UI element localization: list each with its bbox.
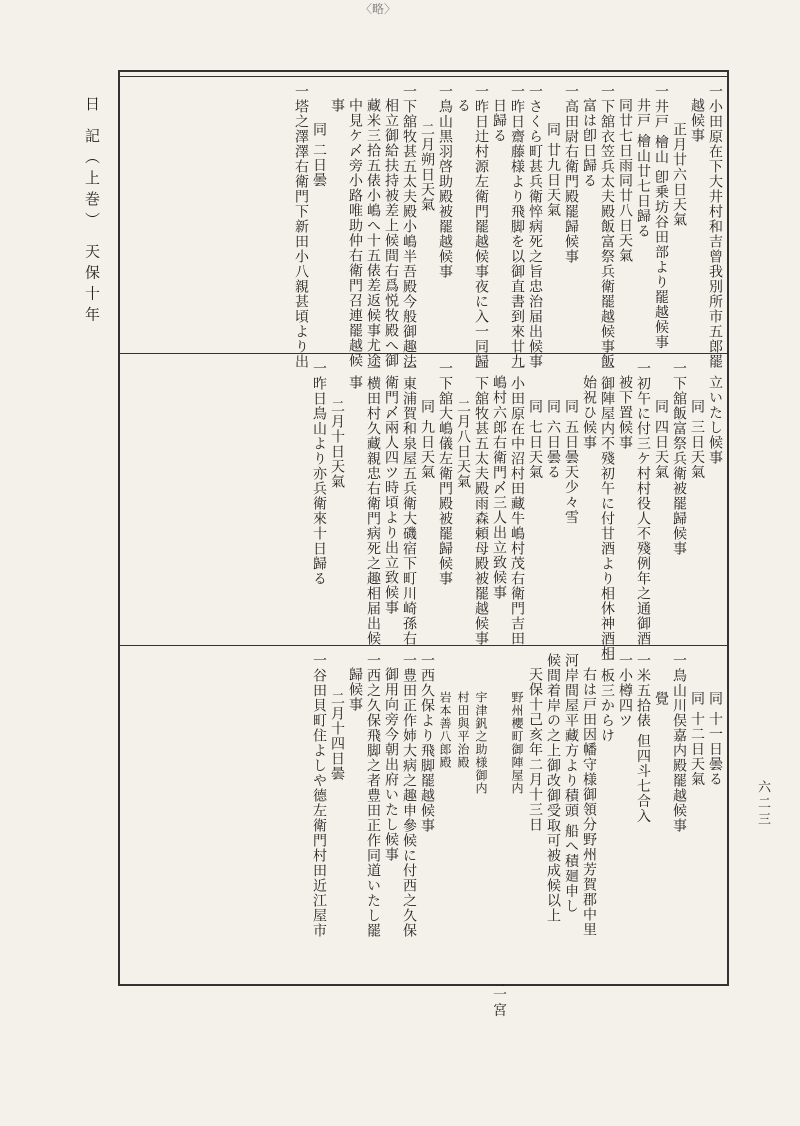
date-line: 同 七日天氣	[527, 399, 543, 480]
text-column: 一鳥山川俣嘉内殿罷越候事	[671, 653, 687, 833]
text-column: 一板三からけ	[599, 653, 615, 743]
date-line: 二月十四日曇	[329, 691, 345, 781]
text-column: 一米五拾俵 但四斗七合入	[635, 653, 651, 824]
text-column: 一鳥山黒羽啓助殿被罷越候事	[437, 84, 453, 279]
addressee-line: 岩本善八郎殿	[438, 691, 452, 769]
text-band-1	[118, 80, 729, 369]
date-line: 同廿七日雨同廿八日天氣	[617, 98, 633, 263]
text-column: 富は卽日歸る	[581, 98, 597, 188]
text-column: 一下舘飯富祭兵衛被罷歸候事	[671, 361, 687, 556]
text-column: 一西久保より飛脚罷越候事	[419, 653, 435, 833]
text-column: 一下舘大嶋儀左衛門殿被罷歸候事	[437, 361, 453, 586]
text-column: 一昨日鳥山より亦兵衛來十日歸る	[311, 361, 327, 586]
text-column: 立いたし候事	[707, 375, 723, 465]
date-line: 同 二日曇	[311, 122, 327, 188]
text-column: 一塔之澤澤右衛門下新田小八親甚頃より出	[293, 84, 309, 369]
date-line: 同 十二日天氣	[689, 691, 705, 787]
date-line: 同 六日曇る	[545, 399, 561, 480]
header-fragment: 〈略〉	[360, 2, 397, 16]
date-line: 同 十一日曇る	[707, 691, 723, 787]
text-column: 候間着岸の之上御改御受取可被成候以上	[545, 653, 561, 923]
text-column: 藏米三拾五俵小嶋へ十五俵差返候事尤途	[365, 98, 381, 368]
text-column: 井戸 檜山廿七日歸る	[635, 98, 651, 239]
text-column: 一さくら町甚兵衛悴病死之旨忠治届出候事	[527, 84, 543, 369]
text-band-2	[118, 357, 729, 661]
signature-line: 二 宮	[491, 981, 507, 1017]
text-column: 覺	[653, 691, 669, 706]
text-column: 一小樽四ツ	[617, 653, 633, 728]
date-line: 二月朔日天氣	[419, 122, 435, 212]
text-column: 衛門〆兩人四ツ時頃より出立致候事	[383, 375, 399, 615]
text-column: 始祝ひ候事	[581, 375, 597, 450]
text-column: 一昨日齋藤様より飛脚を以御直書到來廿九	[509, 84, 525, 369]
text-column: 越候事	[689, 98, 705, 143]
text-column: 一下舘牧甚五太夫殿小嶋半吾殿今般御趣法	[401, 84, 417, 369]
text-column: 歸候事	[347, 667, 363, 712]
date-line: 二月八日天氣	[455, 399, 471, 489]
text-column: 一高田尉右衛門殿罷歸候事	[563, 84, 579, 264]
text-column: 一東浦賀和泉屋五兵衛大磯宿下町川崎孫右	[401, 361, 417, 646]
text-column: 一豊田正作姉大病之趣申參候に付西之久保	[401, 653, 417, 938]
text-column: 事	[329, 98, 345, 113]
date-line: 同 五日曇天少々雪	[563, 399, 579, 525]
text-column: 一横田村久藏親忠右衛門病死之趣相届出候	[365, 361, 381, 646]
text-column: 事	[347, 375, 363, 390]
text-column: 御用向旁今朝出府いたし候事	[383, 667, 399, 862]
date-line: 天保十己亥年二月十三日	[527, 667, 543, 832]
text-column: 一井戸 檜山 卽乗坊谷田部より罷越候事	[653, 84, 669, 350]
text-column: 一下舘衣笠兵太夫殿飯富祭兵衛罷越候事飯	[599, 84, 615, 369]
date-line: 同 四日天氣	[653, 399, 669, 480]
addressee-line: 村田與平治殿	[456, 691, 470, 769]
page-number: 六二三	[755, 780, 770, 828]
text-column: 相立御給扶持被差上候間右爲悦牧殿へ御	[383, 98, 399, 368]
date-line: 二月十日天氣	[329, 399, 345, 489]
text-column: 一昨日辻村源左衛門罷越候事夜に入一同歸	[473, 84, 489, 369]
frame-inner-rule	[118, 76, 729, 77]
date-line: 正月廿六日天氣	[671, 122, 687, 227]
running-head: 日 記（上巻） 天保十年	[83, 96, 101, 328]
signature-line: 野州櫻町御陣屋内	[510, 691, 524, 795]
text-column: 一小田原在下大井村和吉曾我別所市五郎罷	[707, 84, 723, 369]
text-column: 被下置候事	[617, 375, 633, 450]
text-column: 一小田原在中沼村田藏牛嶋村茂右衛門吉田	[509, 361, 525, 646]
text-column: 一御陣屋内不殘初午に付甘酒より相休神酒相	[599, 361, 615, 661]
text-column: 一初午に付三ケ村村役人不殘例年之通御酒	[635, 361, 651, 646]
text-column: 一下舘牧甚五太夫殿雨森頼母殿被罷越候事	[473, 361, 489, 646]
text-band-3	[118, 649, 729, 1017]
text-column: 中見ケ〆旁小路唯助仲右衛門召連罷越候	[347, 98, 363, 368]
date-line: 同 三日天氣	[689, 399, 705, 480]
text-column: 日歸る	[491, 98, 507, 143]
date-line: 同 廿九日天氣	[545, 122, 561, 218]
text-column: 嶋村六郎右衛門〆三人出立致候事	[491, 375, 507, 600]
addressee-line: 宇津釩之助様御内	[474, 691, 488, 795]
text-column: 河岸間屋平藏方より積頭 船へ積廻申し	[563, 653, 579, 914]
date-line: 同 九日天氣	[419, 399, 435, 480]
text-column: 一谷田貝町住よしや德左衛門村田近江屋市	[311, 653, 327, 938]
text-column: る	[455, 98, 471, 113]
text-column: 右は戸田因幡守様御領分野州芳賀郡中里	[581, 667, 597, 937]
text-column: 一西之久保飛脚之者豊田正作同道いたし罷	[365, 653, 381, 938]
